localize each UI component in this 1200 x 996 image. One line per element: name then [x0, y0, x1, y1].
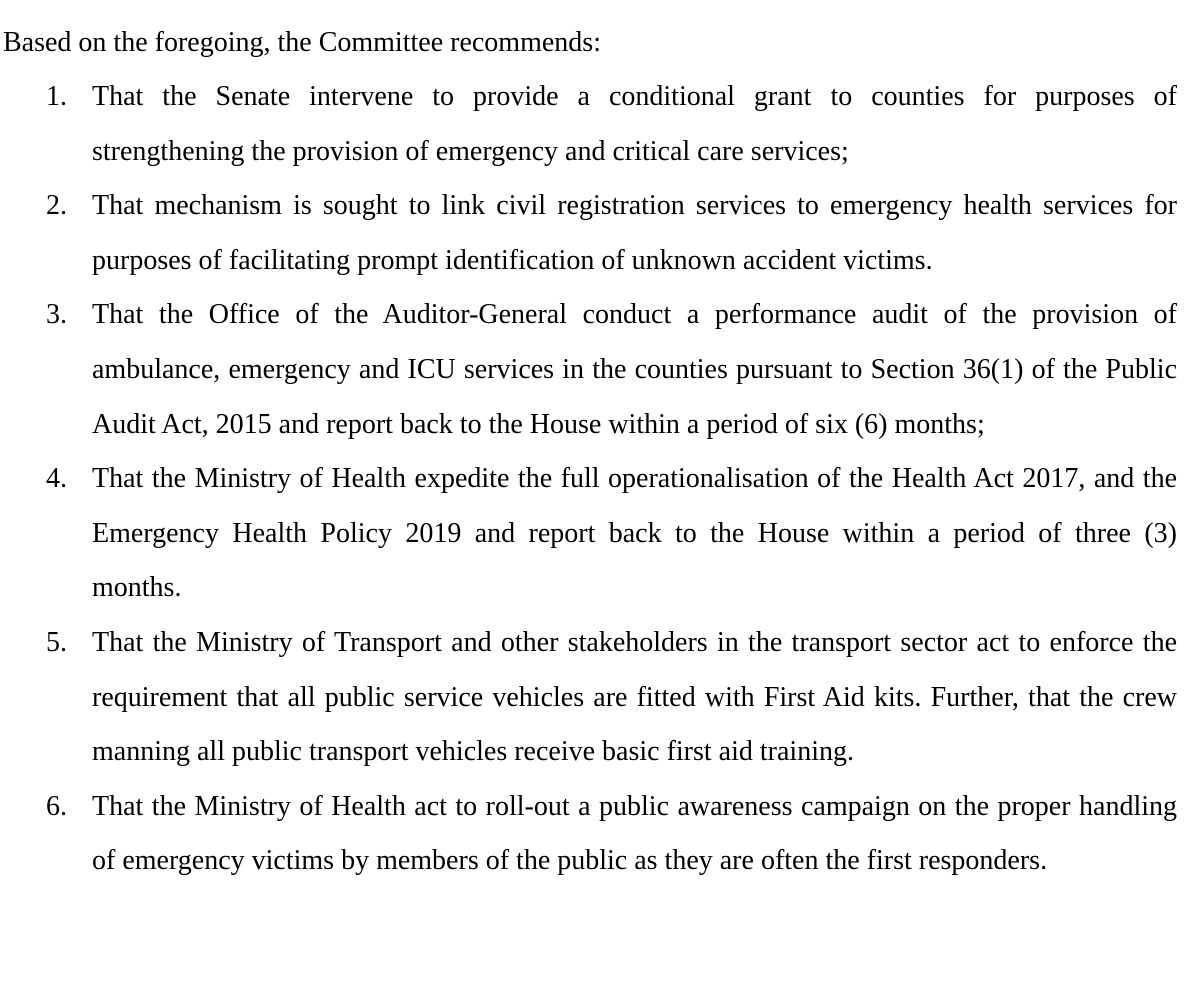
list-item	[0, 179, 1200, 288]
list-item-text: That mechanism is sought to link civil registration services to emergency health services for purposes of facilitating prompt identification of unknown accident victims.	[92, 190, 1177, 276]
list-item-text: That the Ministry of Health expedite the full operationalisation of the Health Act 2017, and the Emergency Health Policy 2019 and report back to the House within a period of three (3) months.	[92, 463, 1177, 604]
list-item-number: 2.	[46, 190, 67, 222]
list-item-text: That the Office of the Auditor-General conduct a performance audit of the provision of ambulance, emergency and ICU services in the counties pursuant to Section 36(1) of the Public Audit Act, 2015 and report back to the House within a period of six (6) months;	[92, 299, 1177, 440]
recommendations-list	[0, 70, 1200, 889]
list-item	[0, 452, 1200, 616]
list-item-number: 1.	[46, 81, 67, 112]
intro-paragraph: Based on the foregoing, the Committee recommends:	[3, 27, 601, 58]
list-item-number: 3.	[46, 299, 67, 331]
list-item-text: That the Senate intervene to provide a conditional grant to counties for purposes of strengthening the provision of emergency and critical care services;	[92, 81, 1177, 167]
list-item	[0, 616, 1200, 780]
list-item	[0, 70, 1200, 179]
list-item-number: 5.	[46, 626, 67, 658]
list-item-text: That the Ministry of Transport and other stakeholders in the transport sector act to enforce the requirement that all public service vehicles are fitted with First Aid kits. Further, that the crew manning all public transport vehicles receive basic first aid training.	[92, 626, 1177, 768]
list-item-number: 4.	[46, 463, 67, 495]
list-item-text: That the Ministry of Health act to roll-out a public awareness campaign on the proper handling of emergency victims by members of the public as they are often the first responders.	[92, 790, 1177, 877]
list-item	[0, 288, 1200, 452]
list-item	[0, 780, 1200, 889]
list-item-number: 6.	[46, 790, 67, 822]
